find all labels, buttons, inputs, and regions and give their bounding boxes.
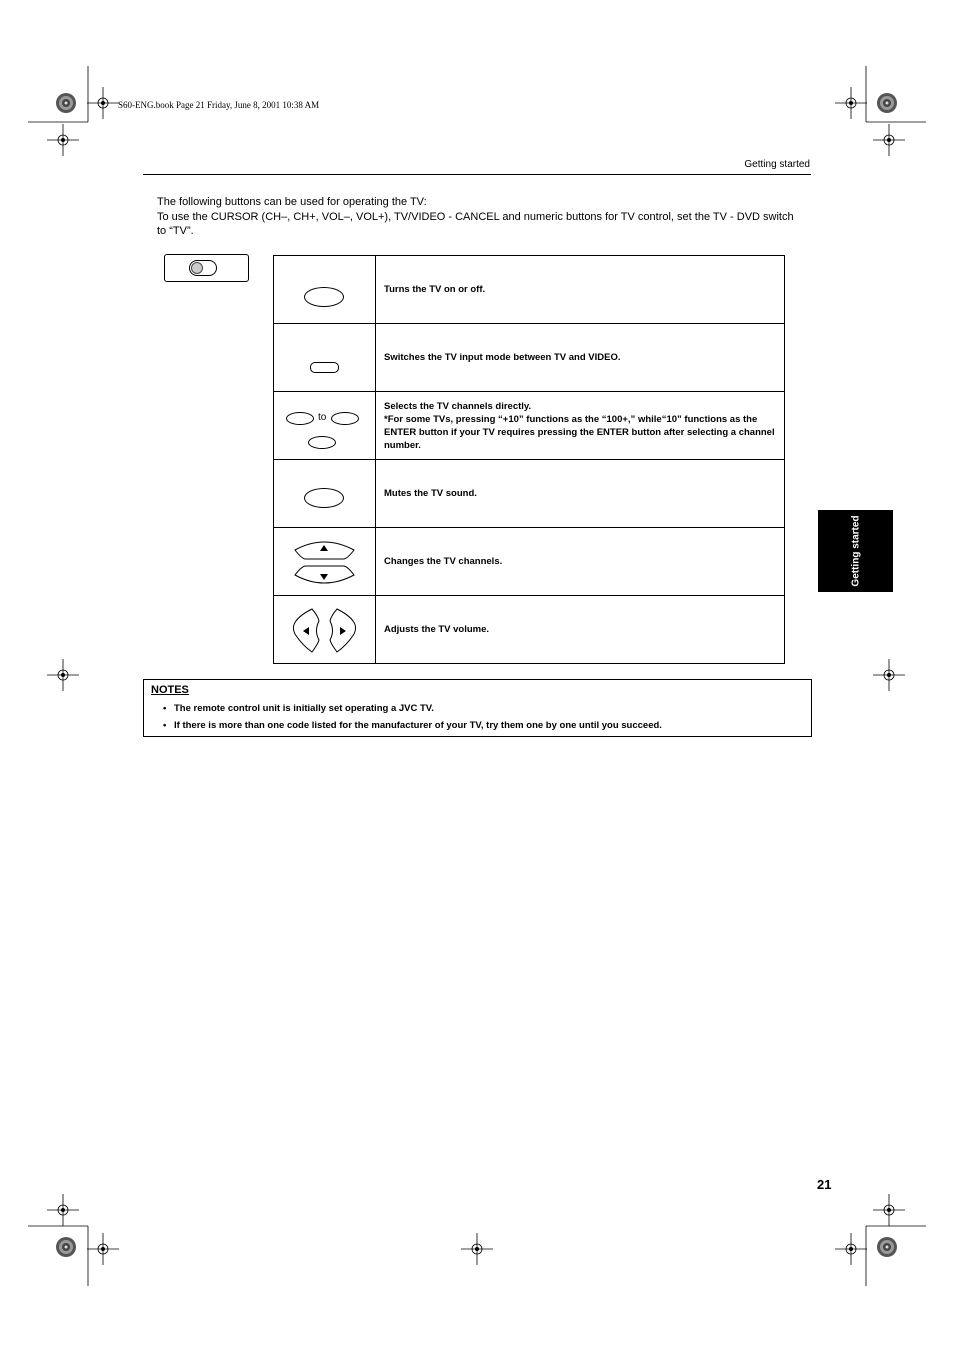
button-function-table [273, 255, 785, 664]
icon-cell [274, 460, 376, 528]
icon-cell [274, 392, 376, 460]
list-item: • If there is more than one code listed for the manufacturer of your TV, try them one by one until you succeed. [174, 717, 662, 734]
row-description: Mutes the TV sound. [376, 460, 785, 528]
table-row [274, 528, 785, 596]
side-tab-label: Getting started [850, 515, 861, 587]
color-star-top-left [56, 93, 76, 113]
crosshair-mark [873, 124, 905, 156]
numeric-button-10-icon [331, 412, 359, 425]
crosshair-mark [47, 659, 79, 691]
side-tab [818, 510, 893, 592]
print-header: S60-ENG.book Page 21 Friday, June 8, 2001 10:38 AM [118, 100, 320, 110]
table-row [274, 324, 785, 392]
intro-text [157, 195, 797, 239]
row-description: Adjusts the TV volume. [376, 596, 785, 664]
intro-line-1: The following buttons can be used for operating the TV: [157, 196, 427, 208]
to-label: to [318, 412, 327, 423]
crosshair-mark [461, 1233, 493, 1265]
power-oval-button-icon [304, 287, 344, 307]
crosshair-mark [873, 1194, 905, 1226]
row-description: Switches the TV input mode between TV and VIDEO. [376, 324, 785, 392]
list-item: • The remote control unit is initially set operating a JVC TV. [174, 700, 662, 717]
crosshair-mark [835, 87, 867, 119]
tv-dvd-switch-illustration [164, 254, 249, 282]
notes-box [143, 679, 812, 737]
notes-title: NOTES [151, 684, 189, 696]
numeric-button-plus10-icon [308, 436, 336, 449]
row-description: Changes the TV channels. [376, 528, 785, 596]
crosshair-mark [47, 124, 79, 156]
mute-oval-button-icon [304, 488, 344, 508]
channel-up-down-icon [274, 528, 375, 595]
crosshair-mark [47, 1194, 79, 1226]
switch-knob-icon [191, 262, 203, 274]
notes-list [174, 700, 662, 734]
table-row [274, 460, 785, 528]
row-description: Turns the TV on or off. [376, 256, 785, 324]
color-star-bottom-left [56, 1237, 76, 1257]
icon-cell [274, 596, 376, 664]
intro-line-2: To use the CURSOR (CH–, CH+, VOL–, VOL+), TV/VIDEO - CANCEL and numeric buttons for TV control, set the TV - DVD switch to “TV”. [157, 210, 794, 237]
header-rule [143, 174, 811, 175]
row-description-main: Selects the TV channels directly. [384, 400, 532, 412]
numeric-button-1-icon [286, 412, 314, 425]
crosshair-mark [87, 87, 119, 119]
table-row [274, 392, 785, 460]
crosshair-mark [873, 659, 905, 691]
color-star-bottom-right [877, 1237, 897, 1257]
row-description-note: *For some TVs, pressing “+10” functions as the “100+,” while“10” functions as the ENTER button if your TV requires pressing the ENTER button after selecting a channel number. [384, 413, 775, 451]
section-header: Getting started [744, 159, 810, 170]
icon-cell [274, 324, 376, 392]
crosshair-mark [835, 1233, 867, 1265]
switch-track-icon [189, 260, 217, 276]
color-star-top-right [877, 93, 897, 113]
volume-left-right-icon [274, 596, 375, 663]
row-description [376, 392, 785, 460]
tv-video-pill-button-icon [310, 362, 339, 373]
icon-cell [274, 256, 376, 324]
table-row [274, 256, 785, 324]
page-number: 21 [817, 1177, 832, 1192]
icon-cell [274, 528, 376, 596]
crosshair-mark [87, 1233, 119, 1265]
table-row [274, 596, 785, 664]
